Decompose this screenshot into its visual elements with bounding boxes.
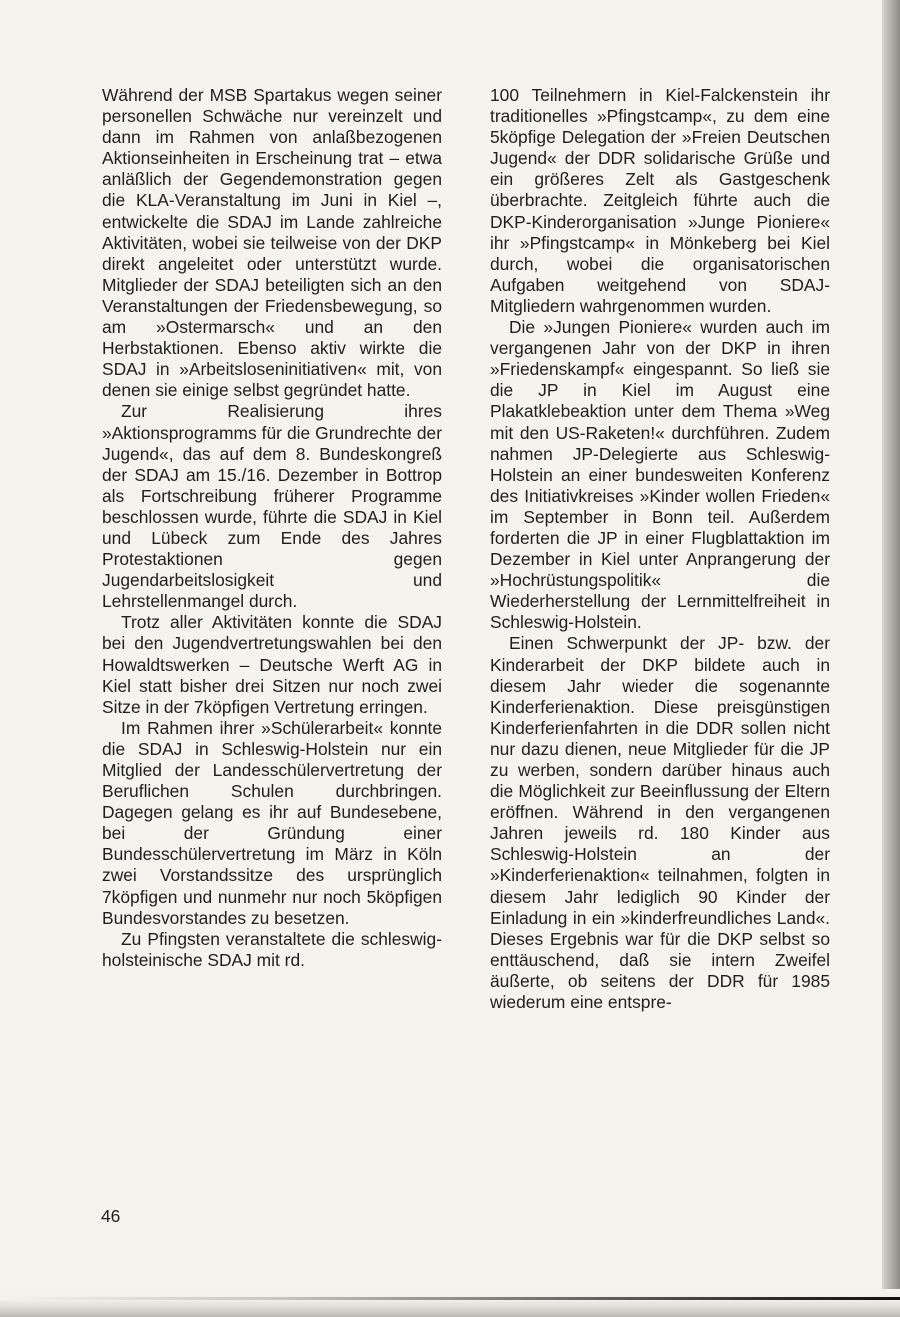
paragraph-aktionsprogramm: Zur Realisierung ihres »Aktionsprogramms für die Grundrechte der Jugend«, das auf dem 8. Bundeskongreß der SDAJ am 15./16. Dezember in Bottrop als Fortschreibung früherer Programme beschlossen wurde, führte die SDAJ in Kiel und Lübeck zum Ende des Jahres Protestaktionen gegen Jugendarbeitslosigkeit und Lehrstellenmangel durch. <box>102 401 442 612</box>
paragraph-schuelerarbeit: Im Rahmen ihrer »Schülerarbeit« konnte die SDAJ in Schleswig-Holstein nur ein Mitglied der Landesschülervertretung der Beruflichen Schulen durchbringen. Dagegen gelang es ihr auf Bundesebene, bei der Gründung einer Bundesschülervertretung im März in Köln zwei Vorstandssitze des ursprünglich 7köpfigen und nunmehr nur noch 5köpfigen Bundesvorstandes zu besetzen. <box>102 717 442 928</box>
paragraph-kinderferienaktion: Einen Schwerpunkt der JP- bzw. der Kinderarbeit der DKP bildete auch in diesem Jahr wieder die sogenannte Kinderferienaktion. Diese preisgünstigen Kinderferienfahrten in die DDR sollen nicht nur dazu dienen, neue Mitglieder für die JP zu werben, sondern darüber hinaus auch die Möglichkeit zur Beeinflussung der Eltern eröffnen. Während in den vergangenen Jahren jeweils rd. 180 Kinder aus Schleswig-Holstein an der »Kinderferienaktion« teilnahmen, folgten in diesem Jahr lediglich 90 Kinder der Einladung in ein »kinderfreundliches Land«. Dieses Ergebnis war für die DKP selbst so enttäuschend, daß sie intern Zweifel äußerte, ob seitens der DDR für 1985 wiederum eine entspre- <box>490 633 830 1013</box>
page-number: 46 <box>101 1206 121 1226</box>
page-edge-shadow <box>882 0 900 1317</box>
left-text-column <box>102 85 442 971</box>
paragraph-junge-pioniere: Die »Jungen Pioniere« wurden auch im vergangenen Jahr von der DKP in ihren »Friedenskampf« eingespannt. So ließ sie die JP in Kiel im August eine Plakatklebeaktion unter dem Thema »Weg mit den US-Raketen!« durchführen. Zudem nahmen JP-Delegierte aus Schleswig-Holstein an einer bundesweiten Konferenz des Initiativkreises »Kinder wollen Frieden« im September in Bonn teil. Außerdem forderten die JP in einer Flugblattaktion im Dezember in Kiel unter Anprangerung der »Hochrüstungspolitik« die Wiederherstellung der Lernmittelfreiheit in Schleswig-Holstein. <box>490 317 830 633</box>
right-text-column <box>490 85 830 1013</box>
page-bottom-line <box>0 1297 900 1300</box>
paragraph-pfingstcamp: 100 Teilnehmern in Kiel-Falckenstein ihr traditionelles »Pfingstcamp«, zu dem eine 5köpfige Delegation der »Freien Deutschen Jugend« der DDR solidarische Grüße und ein größeres Zelt als Gastgeschenk überbrachte. Zeitgleich führte auch die DKP-Kinderorganisation »Junge Pioniere« ihr »Pfingstcamp« in Mönkeberg bei Kiel durch, wobei die organisatorischen Aufgaben weitgehend von SDAJ-Mitgliedern wahrgenommen wurden. <box>490 85 830 316</box>
page-bottom-edge <box>0 1289 900 1317</box>
paragraph-jugendvertretungswahlen: Trotz aller Aktivitäten konnte die SDAJ bei den Jugendvertretungswahlen bei den Howaldtswerken – Deutsche Werft AG in Kiel statt bisher drei Sitzen nur noch zwei Sitze in der 7köpfigen Vertretung erringen. <box>102 612 442 717</box>
paragraph-msb-spartakus: Während der MSB Spartakus wegen seiner personellen Schwäche nur vereinzelt und dann im Rahmen von anlaßbezogenen Aktionseinheiten in Erscheinung trat – etwa anläßlich der Gegendemonstration gegen die KLA-Veranstaltung im Juni in Kiel –, entwickelte die SDAJ im Lande zahlreiche Aktivitäten, wobei sie teilweise von der DKP direkt angeleitet oder unterstützt wurde. Mitglieder der SDAJ beteiligten sich an den Veranstaltungen der Friedensbewegung, so am »Ostermarsch« und an den Herbstaktionen. Ebenso aktiv wirkte die SDAJ in »Arbeitsloseninitiativen« mit, von denen sie einige selbst gegründet hatte. <box>102 85 442 401</box>
paragraph-pfingsten: Zu Pfingsten veranstaltete die schleswig-holsteinische SDAJ mit rd. <box>102 928 442 970</box>
